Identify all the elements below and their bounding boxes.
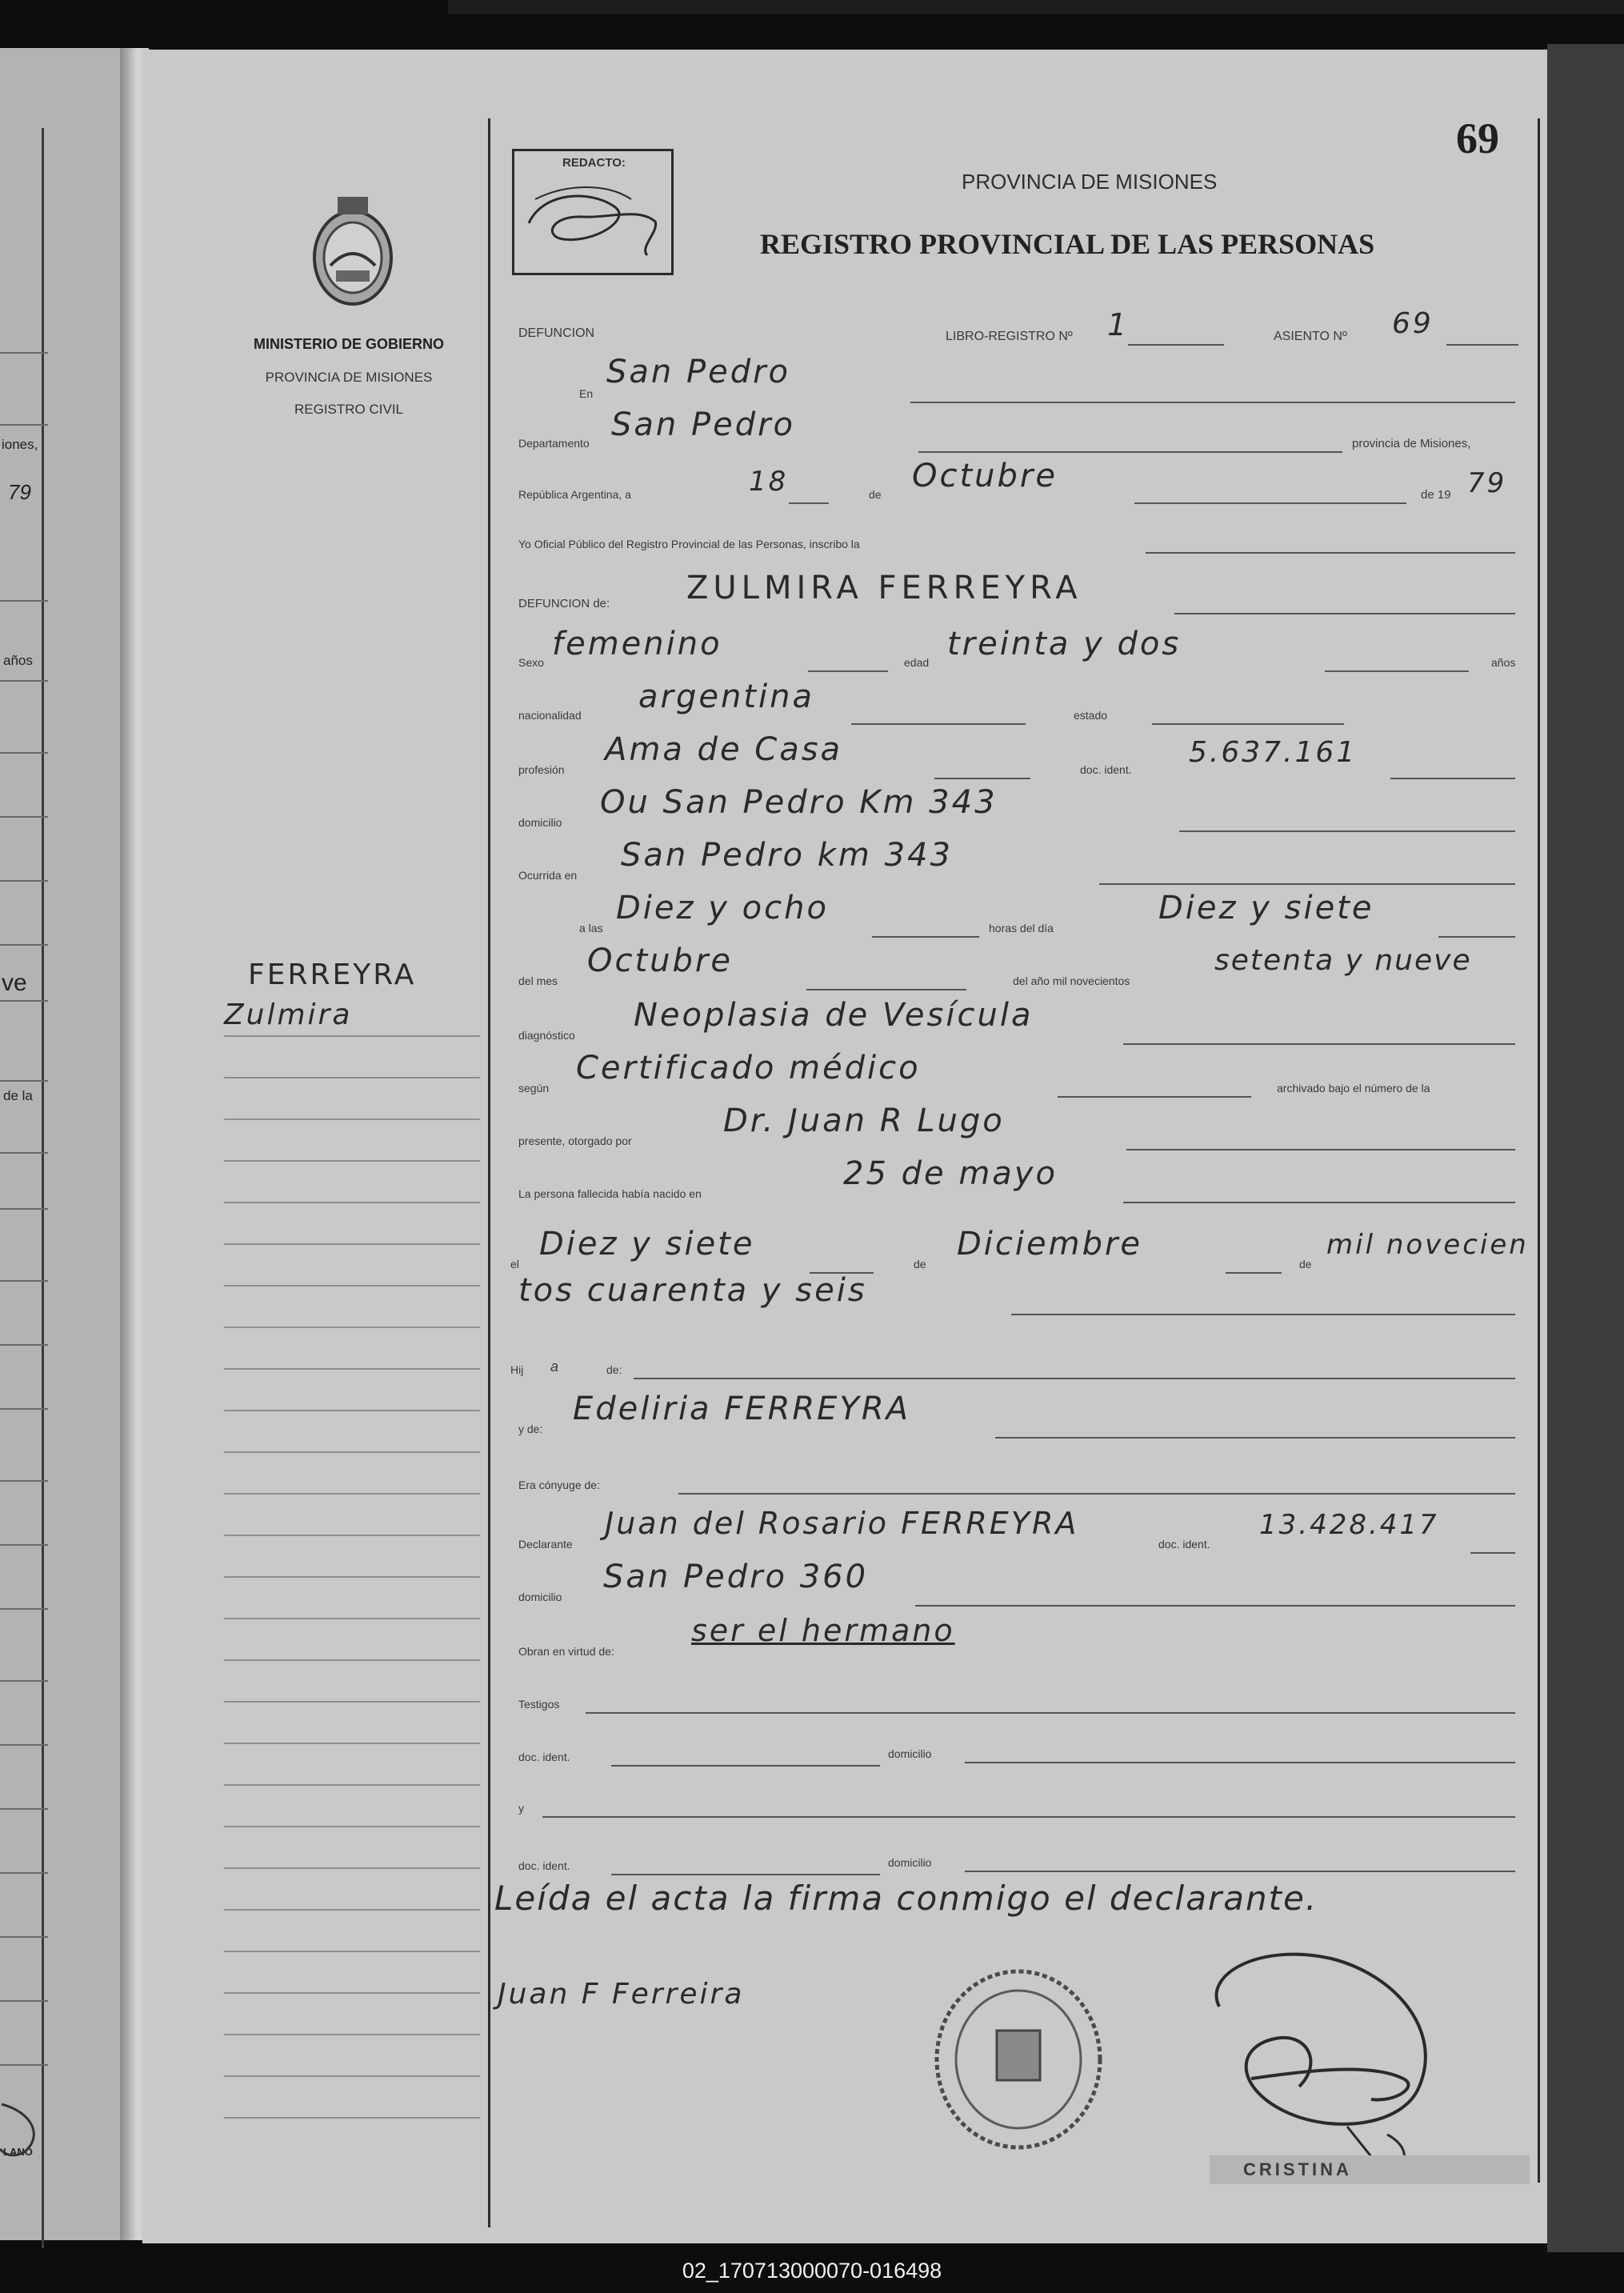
oficial-text: Yo Oficial Público del Registro Provincial de las Personas, inscribo la	[518, 538, 860, 550]
el-de-1: de	[914, 1258, 926, 1271]
top-shadow-band	[448, 0, 1624, 14]
testigo2-doc-label: doc. ident.	[518, 1859, 570, 1872]
left-fragment-text: ve	[2, 970, 27, 996]
domicilio-value: Ou San Pedro Km 343	[600, 784, 998, 821]
declarant-signature: Juan F Ferreira	[498, 1978, 745, 2011]
mes-label: del mes	[518, 974, 558, 987]
el-year-1: mil novecien	[1326, 1229, 1529, 1261]
declarante-dom-value: San Pedro 360	[603, 1559, 869, 1595]
redacto-label: REDACTO:	[562, 156, 626, 170]
libro-label: LIBRO-REGISTRO Nº	[946, 330, 1073, 343]
year-label: de 19	[1421, 488, 1451, 502]
sidebar-registry: REGISTRO CIVIL	[294, 402, 404, 417]
nacionalidad-value: argentina	[638, 678, 814, 715]
el-month: Diciembre	[957, 1226, 1143, 1263]
edad-value: treinta y dos	[947, 626, 1182, 662]
book-edge-right	[1547, 44, 1624, 2252]
sidebar-province: PROVINCIA DE MISIONES	[265, 370, 433, 385]
diagnostico-label: diagnóstico	[518, 1029, 575, 1042]
month-value: Octubre	[912, 458, 1058, 494]
el-de-2: de	[1299, 1258, 1312, 1271]
form-title: DEFUNCION	[518, 326, 595, 340]
closing-statement: Leída el acta la firma conmigo el declarante.	[494, 1879, 1318, 1918]
header-province: PROVINCIA DE MISIONES	[962, 170, 1218, 194]
libro-value: 1	[1107, 307, 1130, 342]
defuncion-de-label: DEFUNCION de:	[518, 597, 610, 610]
mes-value: Octubre	[587, 942, 733, 979]
nacionalidad-label: nacionalidad	[518, 709, 582, 722]
domicilio-label: domicilio	[518, 816, 562, 829]
testigo-dom-label: domicilio	[888, 1747, 932, 1760]
deceased-name: ZULMIRA FERREYRA	[686, 570, 1082, 606]
departamento-label: Departamento	[518, 437, 590, 450]
image-caption: 02_170713000070-016498	[682, 2259, 942, 2283]
official-seal-stamp	[931, 1967, 1106, 2152]
de-label: de	[869, 488, 882, 501]
provincia-suffix: provincia de Misiones,	[1352, 437, 1471, 450]
declarante-label: Declarante	[518, 1538, 573, 1551]
el-day: Diez y siete	[539, 1226, 755, 1263]
a-las-value: Diez y ocho	[616, 890, 829, 926]
testigo-doc-label: doc. ident.	[518, 1751, 570, 1763]
left-fragment-text: 79	[8, 480, 31, 504]
ano-mil-value: setenta y nueve	[1214, 944, 1472, 977]
conyuge-label: Era cónyuge de:	[518, 1479, 600, 1491]
left-fragment-text: años	[3, 653, 33, 668]
ocurrida-label: Ocurrida en	[518, 869, 578, 882]
declarante-doc-value: 13.428.417	[1259, 1509, 1439, 1541]
testigo2-dom-label: domicilio	[888, 1856, 932, 1869]
sexo-label: Sexo	[518, 656, 544, 669]
obran-value: ser el hermano	[691, 1613, 955, 1648]
y-de-value: Edeliria FERREYRA	[573, 1391, 911, 1427]
hij-suffix: a	[550, 1359, 559, 1375]
page-number: 69	[1456, 114, 1499, 162]
y-de-label: y de:	[518, 1423, 543, 1435]
presente-label: presente, otorgado por	[518, 1134, 632, 1147]
year-value: 79	[1467, 467, 1507, 499]
y-label: y	[518, 1802, 524, 1815]
left-fragment-text: LANO	[3, 2146, 33, 2158]
presente-value: Dr. Juan R Lugo	[723, 1102, 1005, 1139]
archivado-label: archivado bajo el número de la	[1277, 1082, 1430, 1094]
left-signature-fragment	[0, 2096, 48, 2160]
el-year-2: tos cuarenta y seis	[518, 1272, 867, 1309]
header-registry: REGISTRO PROVINCIAL DE LAS PERSONAS	[760, 228, 1375, 260]
redacto-box	[512, 149, 674, 275]
horas-value: Diez y siete	[1158, 890, 1374, 926]
asiento-label: ASIENTO Nº	[1274, 330, 1347, 343]
sexo-value: femenino	[552, 626, 722, 662]
sidebar-ministry: MINISTERIO DE GOBIERNO	[253, 336, 445, 352]
rectangular-stamp: CRISTINA	[1210, 2155, 1530, 2184]
left-page-fragment	[0, 48, 138, 2240]
diagnostico-value: Neoplasia de Vesícula	[634, 997, 1034, 1034]
registrar-signature-small	[519, 175, 666, 270]
left-fragment-text: iones,	[2, 437, 38, 452]
nacido-label: La persona fallecida había nacido en	[518, 1187, 702, 1200]
declarante-value: Juan del Rosario FERREYRA	[605, 1506, 1079, 1541]
registrar-signature	[1187, 1943, 1451, 2183]
anos-label: años	[1491, 656, 1516, 669]
obran-label: Obran en virtud de:	[518, 1645, 614, 1658]
a-las-label: a las	[579, 922, 603, 934]
edad-label: edad	[904, 656, 930, 669]
asiento-value: 69	[1392, 307, 1434, 340]
margin-name: Zulmira	[224, 998, 353, 1031]
hij-de-label: de:	[606, 1363, 622, 1376]
testigos-label: Testigos	[518, 1698, 560, 1711]
el-label: el	[510, 1258, 519, 1271]
profesion-label: profesión	[518, 763, 565, 776]
estado-label: estado	[1074, 709, 1108, 722]
coat-of-arms-emblem	[302, 194, 403, 314]
republica-label: República Argentina, a	[518, 488, 631, 501]
declarante-doc-label: doc. ident.	[1158, 1538, 1210, 1551]
declarante-dom-label: domicilio	[518, 1591, 562, 1603]
segun-value: Certificado médico	[576, 1050, 921, 1086]
ocurrida-value: San Pedro km 343	[621, 837, 953, 874]
departamento-value: San Pedro	[611, 406, 796, 443]
segun-label: según	[518, 1082, 550, 1094]
doc-ident-label: doc. ident.	[1080, 763, 1132, 776]
margin-surname: FERREYRA	[248, 958, 417, 991]
doc-ident-value: 5.637.161	[1189, 736, 1358, 769]
day-value: 18	[749, 466, 789, 498]
hij-label: Hij	[510, 1363, 524, 1376]
document-page	[142, 50, 1547, 2243]
left-fragment-text: de la	[3, 1088, 33, 1103]
en-label: En	[579, 387, 594, 400]
horas-label: horas del día	[989, 922, 1054, 934]
nacido-value: 25 de mayo	[843, 1155, 1058, 1192]
ano-mil-label: del año mil novecientos	[1013, 974, 1130, 987]
en-value: San Pedro	[606, 354, 791, 390]
profesion-value: Ama de Casa	[605, 731, 843, 768]
